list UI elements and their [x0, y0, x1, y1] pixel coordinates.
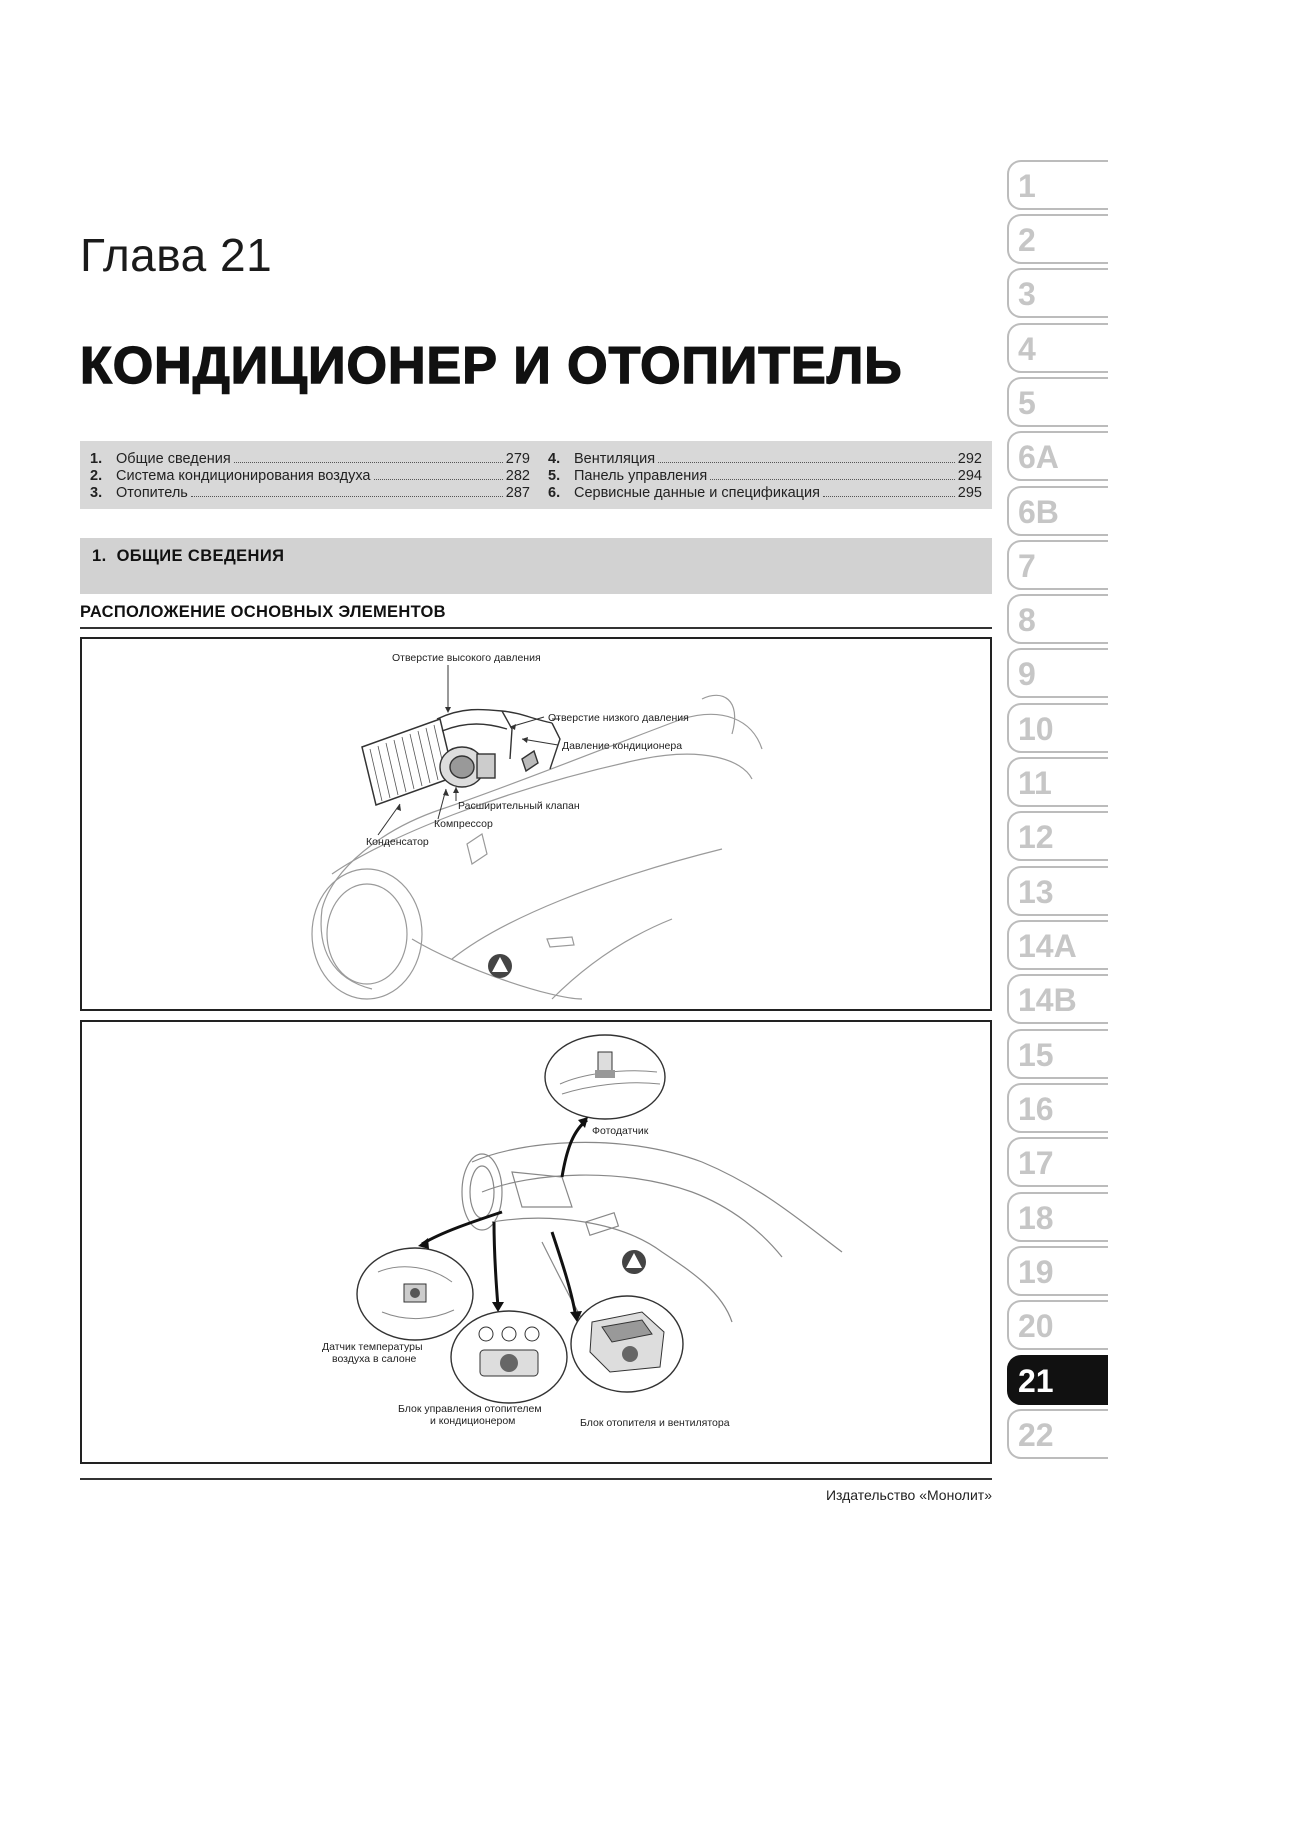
climate-control-unit-detail: [451, 1311, 567, 1403]
chapter-tab-label: 13: [1018, 874, 1054, 910]
publisher-logo-icon: [488, 954, 512, 978]
chapter-tab-label: 11: [1018, 765, 1052, 801]
chapter-tab-6a[interactable]: [1007, 431, 1108, 481]
section-heading-bar: [80, 538, 992, 594]
callout-heater-blower-unit: Блок отопителя и вентилятора: [580, 1417, 730, 1429]
chapter-title: КОНДИЦИОНЕР И ОТОПИТЕЛЬ: [80, 337, 903, 395]
section-number: 1.: [92, 547, 107, 565]
chapter-tab-4[interactable]: [1007, 323, 1108, 373]
chapter-tab-9[interactable]: [1007, 648, 1108, 698]
chapter-tab-13[interactable]: [1007, 866, 1108, 916]
chapter-tab-10[interactable]: [1007, 703, 1108, 753]
toc-entry-page: 282: [505, 468, 530, 484]
toc-entry-page: 292: [957, 451, 982, 467]
chapter-tab-2[interactable]: [1007, 214, 1108, 264]
chapter-tab-22[interactable]: [1007, 1409, 1108, 1459]
toc-column-left: [90, 451, 530, 502]
chapter-tab-6b[interactable]: [1007, 486, 1108, 536]
figure-engine-bay: [80, 637, 992, 1011]
toc-entry-number: 5.: [548, 468, 561, 484]
chapter-tab-8[interactable]: [1007, 594, 1108, 644]
toc-entry-title: Система кондиционирования воздуха: [116, 468, 371, 484]
chapter-tab-label: 3: [1018, 276, 1036, 312]
figure-cabin: [80, 1020, 992, 1464]
engine-bay-illustration: [82, 639, 990, 1009]
chapter-tab-7[interactable]: [1007, 540, 1108, 590]
compressor-and-lines: [437, 709, 560, 787]
photo-sensor-detail: [545, 1035, 665, 1119]
chapter-tab-15[interactable]: [1007, 1029, 1108, 1079]
chapter-tab-1[interactable]: [1007, 160, 1108, 210]
subsection-rule: [80, 627, 992, 629]
toc-entry-title: Вентиляция: [574, 451, 656, 467]
callout-compressor: Компрессор: [434, 818, 493, 830]
toc-entry-title: Сервисные данные и спецификация: [574, 485, 820, 501]
chapter-tab-label: 10: [1018, 711, 1054, 747]
chapter-tab-label: 16: [1018, 1091, 1054, 1127]
toc-column-right: [548, 451, 982, 502]
chapter-tab-14b[interactable]: [1007, 974, 1108, 1024]
chapter-tab-label: 9: [1018, 656, 1036, 692]
toc-leader-dots: [234, 462, 503, 463]
heater-blower-unit-detail: [571, 1296, 683, 1392]
toc-entry-number: 4.: [548, 451, 561, 467]
chapter-tab-14a[interactable]: [1007, 920, 1108, 970]
toc-entry[interactable]: [90, 451, 530, 468]
toc-entry-title: Общие сведения: [116, 451, 231, 467]
chapter-tab-19[interactable]: [1007, 1246, 1108, 1296]
callout-control-unit-line1: Блок управления отопителем: [398, 1403, 542, 1415]
callout-cabin-temp-line2: воздуха в салоне: [332, 1353, 417, 1365]
toc-leader-dots: [374, 479, 503, 480]
publisher-logo-icon: [622, 1250, 646, 1274]
chapter-tab-label: 21: [1018, 1363, 1054, 1399]
toc-entry-title: Отопитель: [116, 485, 188, 501]
chapter-tab-18[interactable]: [1007, 1192, 1108, 1242]
chapter-tab-3[interactable]: [1007, 268, 1108, 318]
callout-ac-pressure: Давление кондиционера: [562, 740, 683, 752]
callout-condenser: Конденсатор: [366, 836, 429, 848]
subsection-heading: РАСПОЛОЖЕНИЕ ОСНОВНЫХ ЭЛЕМЕНТОВ: [80, 603, 446, 621]
toc-entry-number: 1.: [90, 451, 103, 467]
chapter-tab-5[interactable]: [1007, 377, 1108, 427]
chapter-tab-label: 2: [1018, 222, 1036, 258]
callout-control-unit-line2: и кондиционером: [430, 1415, 516, 1427]
chapter-tab-label: 15: [1018, 1037, 1054, 1073]
toc-entry-page: 279: [505, 451, 530, 467]
callout-low-pressure-port: Отверстие низкого давления: [548, 712, 689, 724]
chapter-tab-21-active[interactable]: [1007, 1355, 1108, 1405]
callout-photo-sensor: Фотодатчик: [592, 1125, 649, 1137]
toc-entry[interactable]: [548, 468, 982, 485]
toc-leader-dots: [191, 496, 503, 497]
chapter-tab-label: 8: [1018, 602, 1036, 638]
table-of-contents: [80, 441, 992, 509]
chapter-tab-12[interactable]: [1007, 811, 1108, 861]
chapter-tab-label: 5: [1018, 385, 1036, 421]
callout-expansion-valve: Расширительный клапан: [458, 800, 580, 812]
section-title: ОБЩИЕ СВЕДЕНИЯ: [116, 547, 285, 565]
chapter-tab-label: 17: [1018, 1145, 1054, 1181]
cabin-temp-sensor-detail: [357, 1248, 473, 1340]
toc-entry[interactable]: [90, 468, 530, 485]
chapter-label: Глава 21: [80, 229, 273, 281]
toc-entry-page: 294: [957, 468, 982, 484]
toc-entry[interactable]: [90, 485, 530, 502]
callout-cabin-temp-line1: Датчик температуры: [322, 1341, 423, 1353]
chapter-tab-label: 7: [1018, 548, 1036, 584]
toc-entry-title: Панель управления: [574, 468, 708, 484]
toc-leader-dots: [658, 462, 955, 463]
toc-leader-dots: [823, 496, 955, 497]
chapter-tab-label: 6A: [1018, 439, 1059, 475]
chapter-tab-label: 22: [1018, 1417, 1054, 1453]
chapter-tab-label: 6B: [1018, 494, 1059, 530]
toc-entry[interactable]: [548, 451, 982, 468]
chapter-tab-11[interactable]: [1007, 757, 1108, 807]
chapter-tab-label: 19: [1018, 1254, 1054, 1290]
toc-entry-number: 3.: [90, 485, 103, 501]
section-heading: [92, 547, 284, 566]
chapter-tab-label: 14B: [1018, 982, 1077, 1018]
cabin-illustration: [82, 1022, 990, 1462]
toc-entry-number: 2.: [90, 468, 103, 484]
toc-entry-number: 6.: [548, 485, 561, 501]
toc-entry-page: 295: [957, 485, 982, 501]
chapter-tab-label: 4: [1018, 331, 1036, 367]
chapter-tab-label: 14A: [1018, 928, 1077, 964]
chapter-tab-label: 18: [1018, 1200, 1054, 1236]
footer-rule: [80, 1478, 992, 1480]
chapter-tab-16[interactable]: [1007, 1083, 1108, 1133]
chapter-tab-20[interactable]: [1007, 1300, 1108, 1350]
toc-entry-page: 287: [505, 485, 530, 501]
chapter-tab-label: 20: [1018, 1308, 1054, 1344]
publisher-credit: Издательство «Монолит»: [825, 1487, 992, 1503]
chapter-tab-label: 1: [1018, 168, 1036, 204]
chapter-tab-label: 12: [1018, 819, 1054, 855]
toc-leader-dots: [710, 479, 955, 480]
callout-high-pressure-port: Отверстие высокого давления: [392, 652, 541, 664]
chapter-tab-17[interactable]: [1007, 1137, 1108, 1187]
toc-entry[interactable]: [548, 485, 982, 502]
